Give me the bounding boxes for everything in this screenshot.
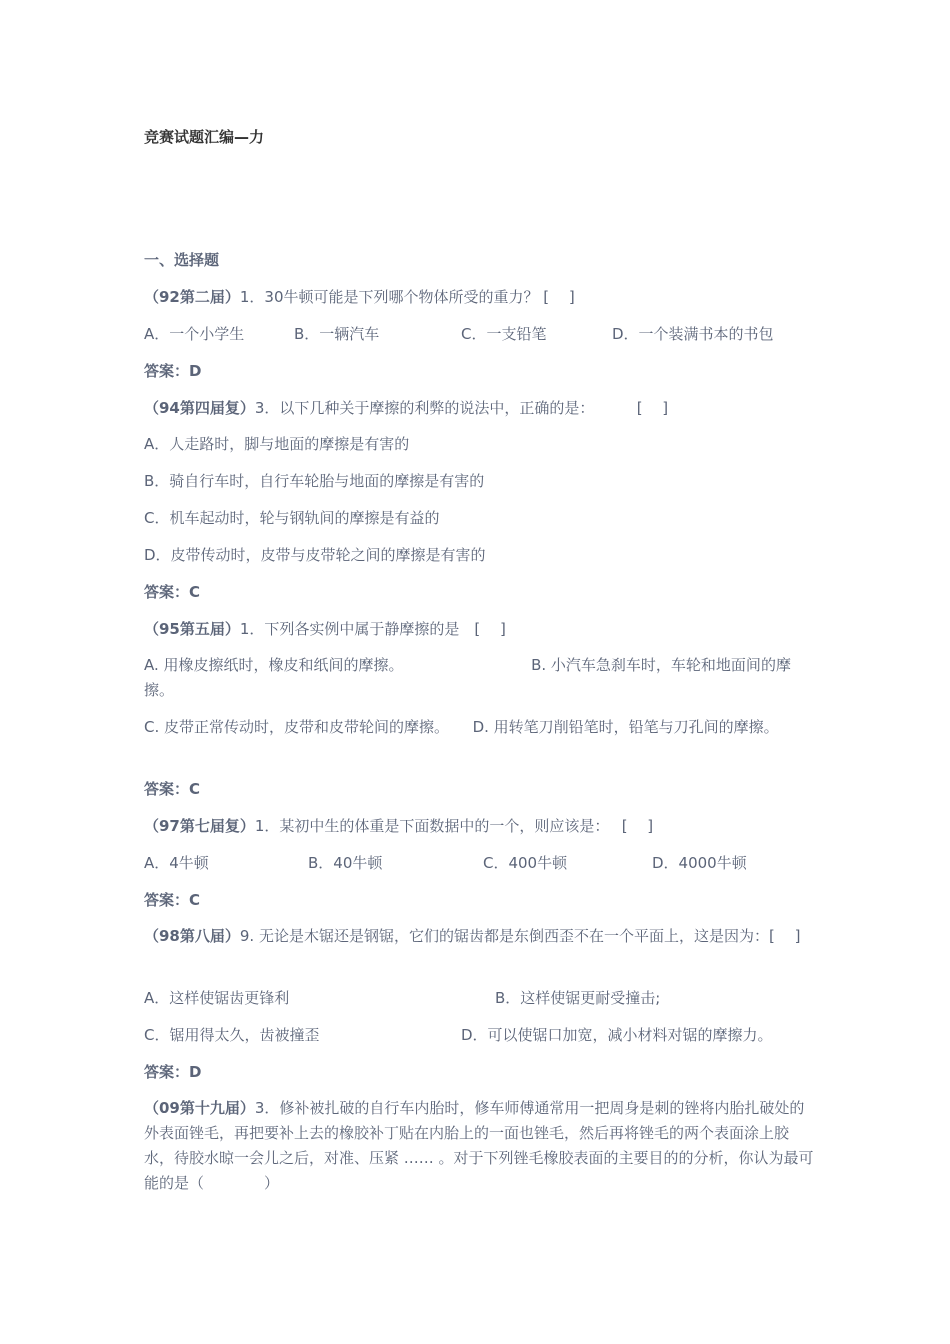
question-4-answer: 答案：C [144, 891, 201, 909]
question-2-answer: 答案：C [144, 583, 201, 601]
question-5-text: 9. 无论是木锯还是钢锯，它们的锯齿都是东倒西歪不在一个平面上，这是因为：[ ] [239, 927, 801, 945]
question-1 [144, 287, 575, 307]
question-5-option-b: B．这样使锯更耐受撞击; [495, 989, 661, 1007]
question-1-tag: （92第二届） [144, 288, 240, 306]
question-1-option-b: B．一辆汽车 [294, 325, 380, 343]
question-3-option-c: C. 皮带正常传动时，皮带和皮带轮间的摩擦。 [144, 718, 450, 736]
question-3-options-cd [144, 715, 814, 740]
question-3-tag: （95第五届） [144, 620, 240, 638]
question-3-option-d: D. 用转笔刀削铅笔时，铅笔与刀孔间的摩擦。 [472, 718, 779, 736]
question-5-answer: 答案：D [144, 1063, 202, 1081]
question-4-option-b: B．40牛顿 [308, 854, 383, 872]
question-4-option-c: C．400牛顿 [483, 854, 568, 872]
question-2-option-b: B．骑自行车时，自行车轮胎与地面的摩擦是有害的 [144, 472, 485, 490]
question-4-option-d: D．4000牛顿 [652, 854, 747, 872]
question-4-tag: （97第七届复） [144, 817, 255, 835]
question-1-option-c: C．一支铅笔 [461, 325, 547, 343]
question-2-option-a: A．人走路时，脚与地面的摩擦是有害的 [144, 435, 410, 453]
question-5-tag: （98第八届） [144, 927, 240, 945]
question-6-text: 3．修补被扎破的自行车内胎时，修车师傅通常用一把周身是刺的锉将内胎扎破处的外表面锉毛，再把要补上去的橡胶补丁贴在内胎上的一面也锉毛，然后再将锉毛的两个表面涂上胶水，待胶水晾一会儿之后，对准、压紧 …… 。对于下列锉毛橡胶表面的主要目的的分析，你认为最可能的是（ ） [144, 1099, 814, 1192]
question-1-option-a: A．一个小学生 [144, 325, 245, 343]
question-5-option-c: C．锯用得太久，齿被撞歪 [144, 1026, 320, 1044]
question-5 [144, 924, 814, 949]
question-3-option-b: B. 小汽车急刹车时，车轮和地面间的摩擦。 [144, 656, 791, 699]
question-3-option-a: A. 用橡皮擦纸时，橡皮和纸间的摩擦。 [144, 656, 404, 674]
question-3 [144, 619, 506, 639]
document-title: 竞赛试题汇编—力 [144, 128, 265, 146]
question-4-text: 1．某初中生的体重是下面数据中的一个，则应该是： [ ] [254, 817, 654, 835]
question-3-answer: 答案：C [144, 780, 201, 798]
section-heading: 一、选择题 [144, 251, 220, 269]
question-1-text: 1．30牛顿可能是下列哪个物体所受的重力？ [ ] [239, 288, 575, 306]
question-2 [144, 398, 668, 418]
question-2-option-c: C．机车起动时，轮与钢轨间的摩擦是有益的 [144, 509, 440, 527]
question-1-answer: 答案：D [144, 362, 202, 380]
question-4-option-a: A．4牛顿 [144, 854, 209, 872]
question-6-tag: （09第十九届） [144, 1099, 255, 1117]
question-6 [144, 1096, 814, 1196]
question-2-text: 3．以下几种关于摩擦的利弊的说法中，正确的是： [ ] [254, 399, 669, 417]
question-1-option-d: D．一个装满书本的书包 [612, 325, 774, 343]
question-4 [144, 816, 653, 836]
question-2-tag: （94第四届复） [144, 399, 255, 417]
question-3-text: 1．下列各实例中属于静摩擦的是 [ ] [239, 620, 506, 638]
question-5-option-d: D．可以使锯口加宽，减小材料对锯的摩擦力。 [461, 1026, 773, 1044]
question-3-options-ab [144, 653, 814, 703]
question-5-option-a: A．这样使锯齿更锋利 [144, 989, 290, 1007]
question-2-option-d: D．皮带传动时，皮带与皮带轮之间的摩擦是有害的 [144, 546, 486, 564]
